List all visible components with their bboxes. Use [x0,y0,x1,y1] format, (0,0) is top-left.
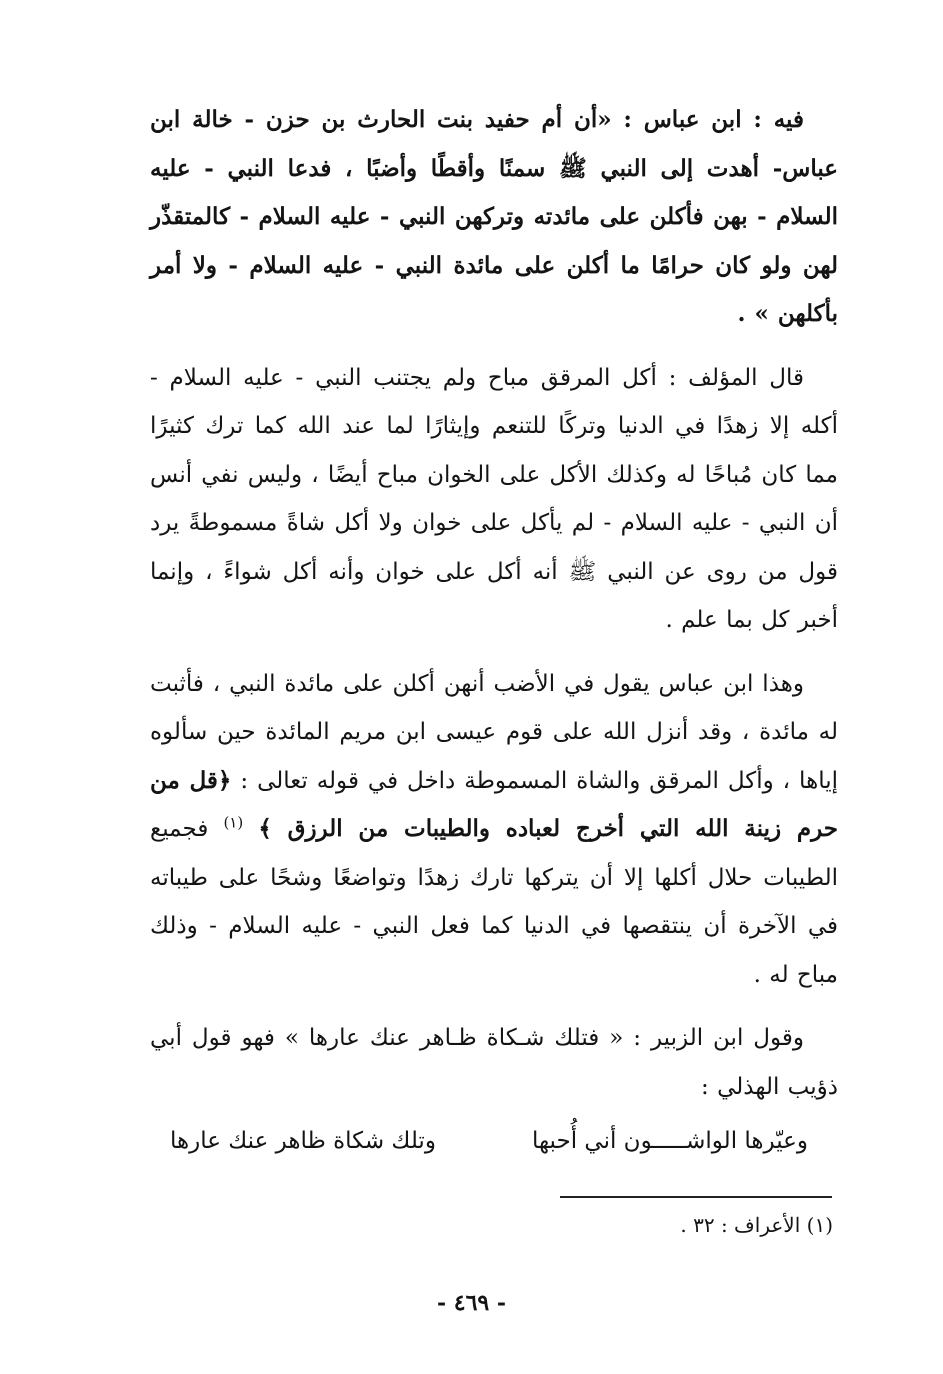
page-body [150,96,838,1165]
footnote-marker: (١) [223,813,244,832]
footnote: (١) الأعراف : ٣٢ . [680,1213,833,1237]
paragraph-ibn-abbas-continued: فجميع الطيبات حلال أكلها إلا أن يتركها تارك زهدًا وتواضعًا وشحًا على طيباته في الآخرة أن ينتقصها في الدنيا كما فعل النبي - عليه السلام - وذلك مباح له . [150,816,838,988]
paragraph-ibn-abbas [150,660,838,1000]
footnote-divider [560,1196,832,1198]
paragraph-ibn-abbas-text: وهذا ابن عباس يقول في الأضب أنهن أكلن على مائدة النبي ، فأثبت له مائدة ، وقد أنزل الله على قوم عيسى ابن مريم المائدة حين سألوه إياها ، وأكل المرقق والشاة المسموطة داخل في قوله تعالى : [150,670,838,794]
poem-hemistich-second: وتلك شكاة ظاهر عنك عارها [170,1128,436,1154]
paragraph-ibn-zubair: وقول ابن الزبير : « فتلك شـكاة ظـاهر عنك عارها » فهو قول أبي ذؤيب الهذلي : [150,1025,838,1100]
page-number: - ٤٦٩ - [436,1290,507,1316]
quran-verse: ﴿قل من حرم زينة الله التي أخرج لعباده والطيبات من الرزق ﴾ [150,766,839,842]
paragraph-author-comment: قال المؤلف : أكل المرقق مباح ولم يجتنب النبي - عليه السلام - أكله إلا زهدًا في الدنيا وتركًا للتنعم وإيثارًا لما عند الله كما ترك كثيرًا مما كان مُباحًا له وكذلك الأكل على الخوان مباح أيضًا ، وليس نفي أنس أن النبي - عليه السلام - لم يأكل على خوان ولا أكل شاةً مسموطةً يرد قول من روى عن النبي ﷺ أنه أكل على خوان وأنه أكل شواءً ، وإنما أخبر كل بما علم . [150,364,838,633]
poem-hemistich-first: وعيّرها الواشـــــون أني أُحبها [531,1128,808,1154]
paragraph-hadith: فيه : ابن عباس : «أن أم حفيد بنت الحارث بن حزن - خالة ابن عباس- أهدت إلى النبي ﷺ سمنًا وأقطًا وأضبًا ، فدعا النبي - عليه السلام - بهن فأكلن على مائدته وتركهن النبي - عليه السلام - كالمتقذّر لهن ولو كان حرامًا ما أكلن على مائدة النبي - عليه السلام - ولا أمر بأكلهن » . [150,106,838,327]
poem-verse [150,1117,838,1165]
